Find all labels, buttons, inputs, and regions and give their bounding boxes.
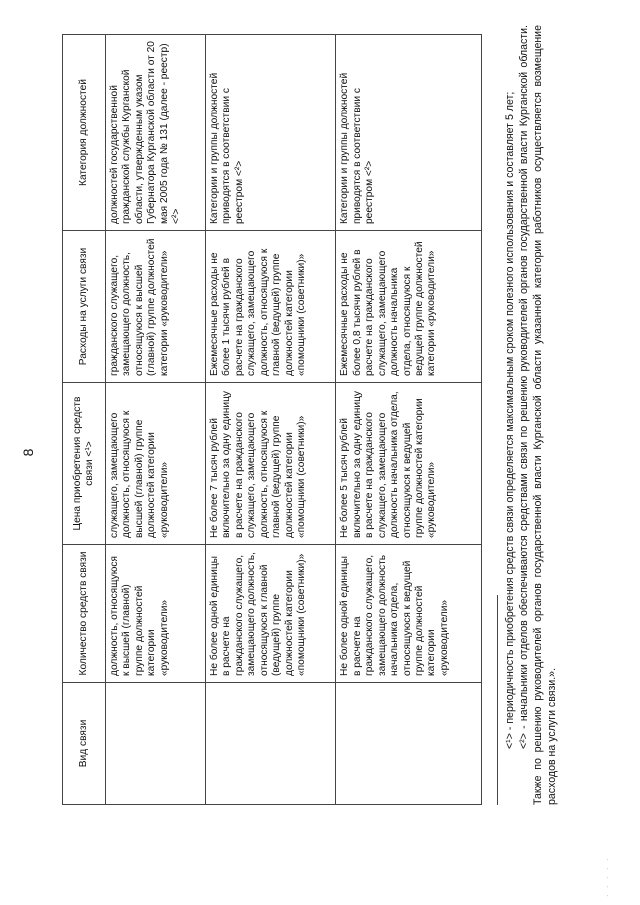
norms-table (62, 34, 482, 805)
table-cell (205, 683, 335, 805)
column-header: Расходы на услуги связи (63, 231, 106, 383)
table-cell: Не более 7 тысяч рублей включительно за одну единицу в расчете на гражданского служащего, замещающего должность, относящуюся к главной (ведущей) группе должностей категории «помощники (советники)» (205, 383, 335, 545)
table-cell: Не более 5 тысяч рублей включительно за одну единицу в расчете на гражданского служащего, замещающего должность начальника отдела, относящуюся к ведущей группе должностей категории «руководители» (336, 383, 482, 545)
table-cell: Не более одной единицы в расчете на гражданского служащего, замещающего должность начальника отдела, относящуюся к ведущей группе должностей категории «руководители» (336, 545, 482, 683)
column-header: Категория должностей (63, 35, 106, 231)
column-header: Количество средств связи (63, 545, 106, 683)
table-row (336, 35, 482, 805)
footnotes (504, 25, 560, 805)
table-cell: Категории и группы должностей приводятся в соответствии с реестром <²> (205, 35, 335, 231)
page-number: 8 (20, 448, 36, 457)
table-cell: Ежемесячные расходы не более 1 тысячи рублей в расчете на гражданского служащего, замещающего должность, относящуюся к главной (ведущей) группе должностей категории «помощники (советники)» (205, 231, 335, 383)
table-row (106, 35, 206, 805)
table-header-row (63, 35, 106, 805)
footnote-1: <¹> - периодичность приобретения средств связи определяется максимальным сроком полезного использования и составляет 5 лет; (504, 91, 516, 749)
column-header: Вид связи (63, 683, 106, 805)
footnote-2: <²> - начальники отделов обеспечиваются средствами связи по решению руководителей органов государственной власти Курганской области. Также по решению руководителей органов государственной власти Курганской области указанной категории работников осуществляется возмещение расходов на услуги связи.». (517, 25, 558, 805)
table-cell: Категории и группы должностей приводятся в соответствии с реестром <²> (336, 35, 482, 231)
table-cell: должностей государственной гражданской службы Курганской области, утвержденным указом Губернатора Курганской области от 20 мая 2005 года № 131 (далее - реестр) <²> (106, 35, 206, 231)
column-header: Цена приобретения средств связи <¹> (63, 383, 106, 545)
table-cell (106, 683, 206, 805)
table-cell (336, 683, 482, 805)
table-cell: Ежемесячные расходы не более 0,8 тысячи рублей в расчете на гражданского служащего, замещающего должность начальника отдела, относящуюся к ведущей группе должностей категории «руководители» (336, 231, 482, 383)
scan-marks: . . . . . (600, 856, 610, 897)
table-cell: должность, относящуюся к высшей (главной) группе должностей категории «руководители» (106, 545, 206, 683)
table-cell: служащего, замещающего должность, относящуюся к высшей (главной) группе должностей категории «руководители» (106, 383, 206, 545)
footnote-separator (497, 595, 498, 805)
table-row (205, 35, 335, 805)
table-cell: гражданского служащего, замещающего должность, относящуюся к высшей (главной) группе должностей категории «руководители» (106, 231, 206, 383)
table-cell: Не более одной единицы в расчете на гражданского служащего, замещающего должность, относящуюся к главной (ведущей) группе должностей категории «помощники (советники)» (205, 545, 335, 683)
